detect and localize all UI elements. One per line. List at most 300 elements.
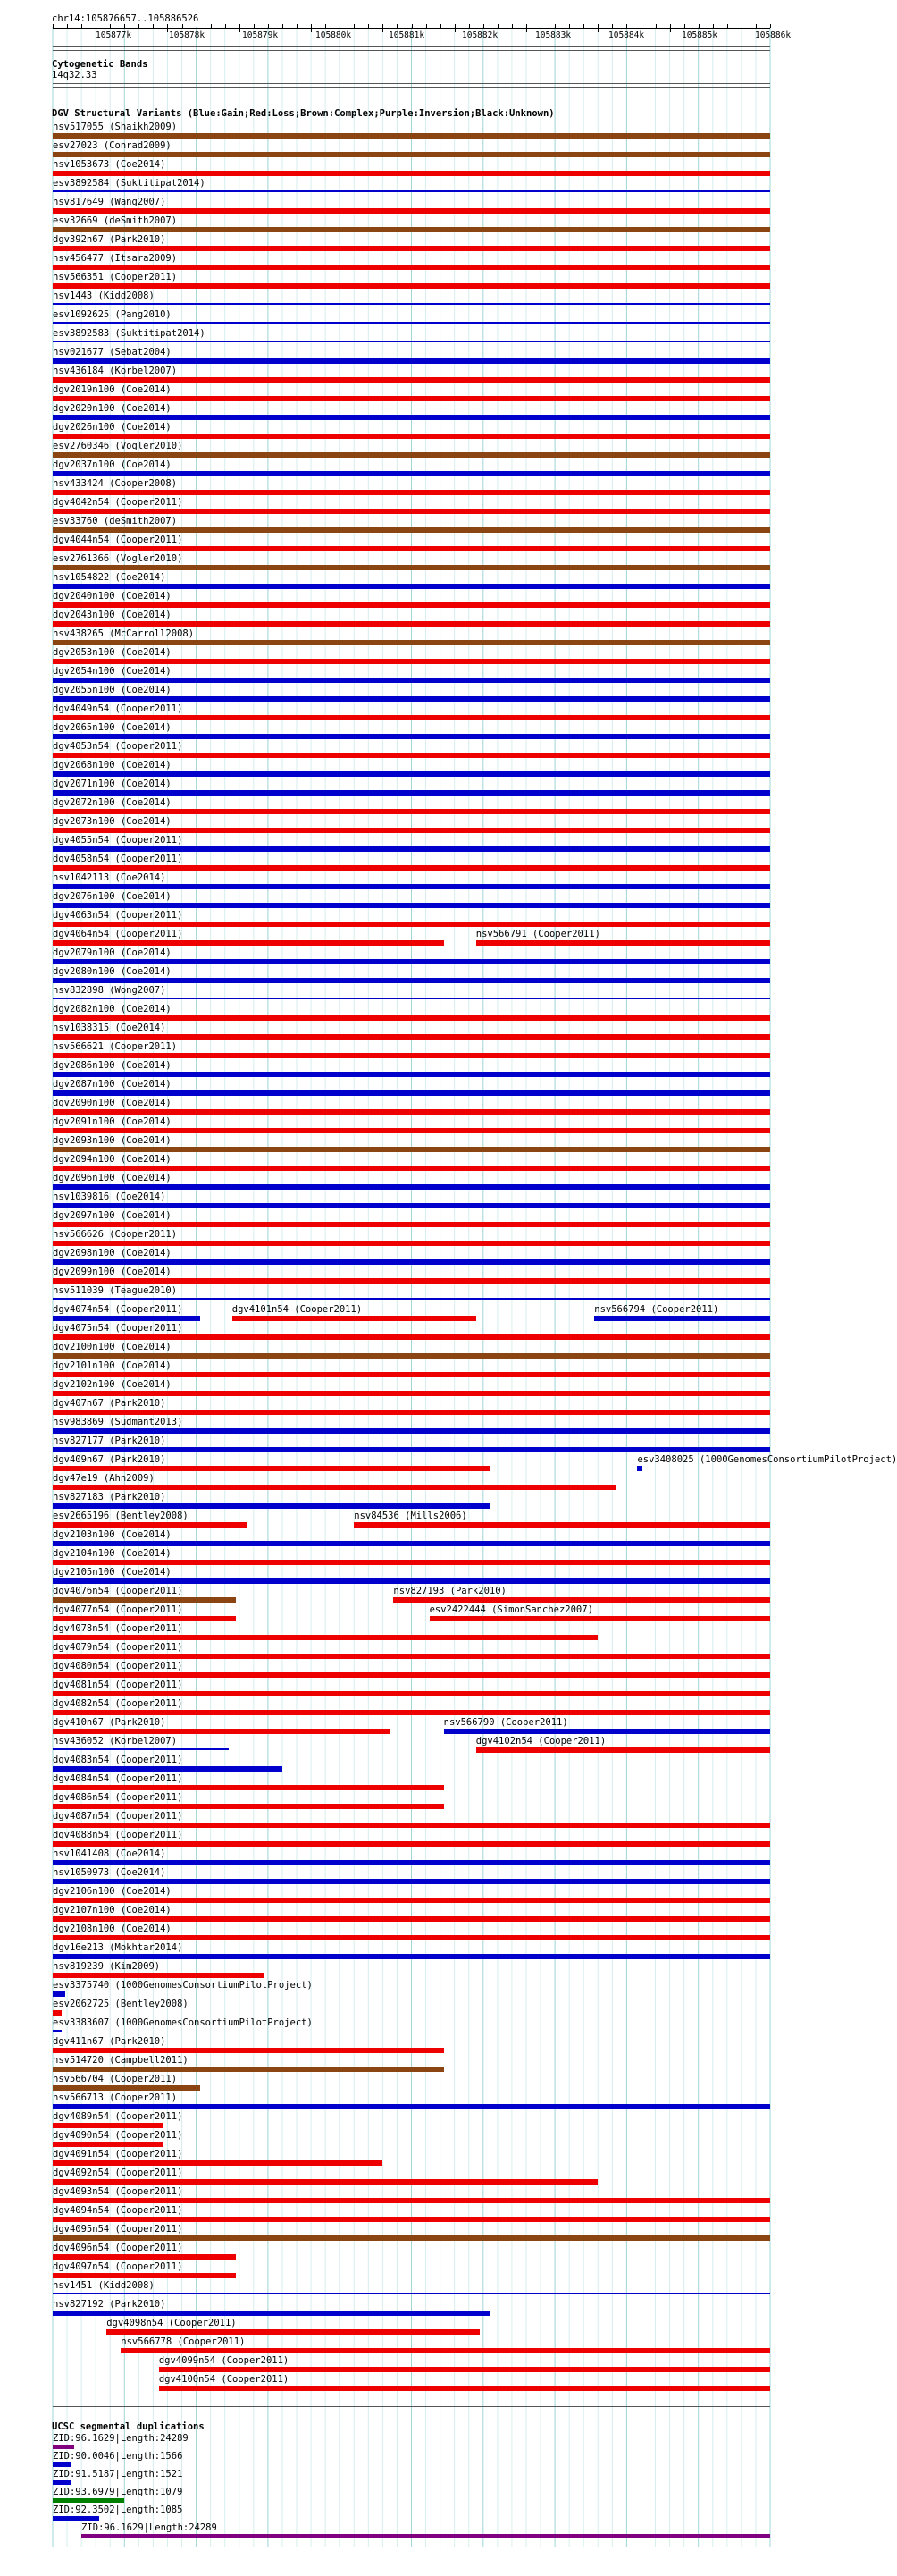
variant-label[interactable]: dgv4096n54 (Cooper2011)	[53, 2243, 183, 2253]
location-label: chr14:105876657..105886526	[52, 13, 199, 24]
variant-label[interactable]: nsv1038315 (Coe2014)	[53, 1023, 166, 1033]
variant-bar[interactable]	[53, 1034, 770, 1040]
variant-bar[interactable]	[53, 1879, 770, 1884]
variant-label[interactable]: dgv2065n100 (Coe2014)	[53, 722, 172, 733]
variant-label[interactable]: nsv827192 (Park2010)	[53, 2299, 166, 2310]
ruler-tick	[426, 24, 427, 28]
variant-label[interactable]: dgv4080n54 (Cooper2011)	[53, 1661, 183, 1671]
variant-bar[interactable]	[53, 2142, 163, 2147]
variant-bar[interactable]	[53, 490, 770, 495]
cyto-title: Cytogenetic Bands	[52, 59, 148, 70]
variant-bar[interactable]	[53, 1109, 770, 1115]
variant-label[interactable]: esv3892583 (Suktitipat2014)	[53, 328, 205, 339]
variant-bar[interactable]	[53, 171, 770, 176]
variant-label[interactable]: dgv2099n100 (Coe2014)	[53, 1267, 172, 1277]
variant-bar[interactable]	[53, 2235, 770, 2241]
variant-label[interactable]: dgv2072n100 (Coe2014)	[53, 797, 172, 808]
variant-label[interactable]: dgv392n67 (Park2010)	[53, 234, 166, 245]
variant-bar[interactable]	[53, 1804, 444, 1809]
variant-label[interactable]: dgv4044n54 (Cooper2011)	[53, 535, 183, 545]
variant-bar[interactable]	[53, 1691, 770, 1696]
variant-label[interactable]: dgv4053n54 (Cooper2011)	[53, 741, 183, 752]
variant-bar[interactable]	[121, 2348, 770, 2353]
variant-bar[interactable]	[53, 1503, 490, 1509]
variant-label[interactable]: dgv4081n54 (Cooper2011)	[53, 1679, 183, 1690]
variant-label[interactable]: nsv566713 (Cooper2011)	[53, 2092, 178, 2103]
variant-bar[interactable]	[53, 1259, 770, 1265]
variant-label[interactable]: dgv47e19 (Ahn2009)	[53, 1473, 155, 1484]
segdup-bar[interactable]	[53, 2516, 99, 2521]
variant-label[interactable]: dgv2098n100 (Coe2014)	[53, 1248, 172, 1259]
variant-bar[interactable]	[53, 1222, 770, 1227]
variant-label[interactable]: nsv566704 (Cooper2011)	[53, 2074, 178, 2084]
ruler-tick	[211, 24, 212, 28]
variant-label[interactable]: nsv566794 (Cooper2011)	[594, 1304, 719, 1315]
variant-label[interactable]: dgv16e213 (Mokhtar2014)	[53, 1942, 183, 1953]
variant-bar[interactable]	[53, 527, 770, 533]
variant-bar[interactable]	[476, 940, 770, 946]
variant-label[interactable]: dgv2037n100 (Coe2014)	[53, 459, 172, 470]
variant-label[interactable]: dgv4088n54 (Cooper2011)	[53, 1830, 183, 1840]
variant-bar[interactable]	[53, 322, 770, 324]
variant-bar[interactable]	[53, 884, 770, 889]
variant-bar[interactable]	[53, 753, 770, 758]
variant-label[interactable]: dgv4094n54 (Cooper2011)	[53, 2205, 183, 2216]
variant-label[interactable]: dgv2104n100 (Coe2014)	[53, 1548, 172, 1559]
variant-label[interactable]: dgv2079n100 (Coe2014)	[53, 947, 172, 958]
variant-bar[interactable]	[637, 1466, 642, 1471]
variant-bar[interactable]	[53, 621, 770, 627]
variant-bar[interactable]	[53, 715, 770, 720]
ruler-tick	[311, 24, 312, 32]
ruler-tick	[483, 24, 484, 28]
variant-bar[interactable]	[53, 452, 770, 458]
variant-bar[interactable]	[53, 959, 770, 964]
variant-bar[interactable]	[53, 1954, 770, 1959]
variant-label[interactable]: nsv021677 (Sebat2004)	[53, 347, 172, 358]
variant-label[interactable]: esv2760346 (Vogler2010)	[53, 441, 183, 451]
variant-bar[interactable]	[476, 1747, 770, 1753]
variant-label[interactable]: dgv2068n100 (Coe2014)	[53, 760, 172, 770]
variant-bar[interactable]	[53, 1785, 444, 1790]
variant-label[interactable]: nsv819239 (Kim2009)	[53, 1961, 161, 1972]
variant-bar[interactable]	[53, 2010, 62, 2016]
variant-label[interactable]: dgv2097n100 (Coe2014)	[53, 1210, 172, 1221]
variant-bar[interactable]	[53, 1898, 770, 1903]
variant-bar[interactable]	[53, 1278, 770, 1284]
variant-label[interactable]: esv3383607 (1000GenomesConsortiumPilotProject)	[53, 2017, 313, 2028]
variant-label[interactable]: dgv2091n100 (Coe2014)	[53, 1116, 172, 1127]
variant-label[interactable]: dgv4074n54 (Cooper2011)	[53, 1304, 183, 1315]
variant-label[interactable]: dgv2096n100 (Coe2014)	[53, 1173, 172, 1183]
variant-label[interactable]: nsv827177 (Park2010)	[53, 1435, 166, 1446]
variant-label[interactable]: nsv436052 (Korbel2007)	[53, 1736, 178, 1747]
variant-label[interactable]: dgv2105n100 (Coe2014)	[53, 1567, 172, 1578]
variant-label[interactable]: dgv2108n100 (Coe2014)	[53, 1924, 172, 1934]
variant-label[interactable]: dgv2020n100 (Coe2014)	[53, 403, 172, 414]
variant-label[interactable]: dgv4077n54 (Cooper2011)	[53, 1604, 183, 1615]
variant-label[interactable]: nsv832898 (Wong2007)	[53, 985, 166, 996]
variant-bar[interactable]	[53, 434, 770, 439]
variant-label[interactable]: dgv4064n54 (Cooper2011)	[53, 929, 183, 939]
variant-bar[interactable]	[53, 1391, 770, 1396]
variant-label[interactable]: nsv566626 (Cooper2011)	[53, 1229, 178, 1240]
variant-label[interactable]: nsv438265 (McCarroll2008)	[53, 628, 195, 639]
variant-bar[interactable]	[53, 1372, 770, 1377]
variant-bar[interactable]	[53, 1053, 770, 1058]
variant-label[interactable]: nsv1451 (Kidd2008)	[53, 2280, 155, 2291]
variant-bar[interactable]	[53, 771, 770, 777]
variant-bar[interactable]	[53, 1991, 65, 1997]
variant-label[interactable]: dgv4101n54 (Cooper2011)	[231, 1304, 363, 1315]
variant-label[interactable]: nsv566791 (Cooper2011)	[475, 929, 600, 939]
variant-bar[interactable]	[53, 1334, 770, 1340]
variant-bar[interactable]	[53, 1973, 264, 1978]
variant-label[interactable]: dgv2101n100 (Coe2014)	[53, 1360, 172, 1371]
variant-label[interactable]: dgv2094n100 (Coe2014)	[53, 1154, 172, 1165]
variant-bar[interactable]	[53, 190, 770, 192]
variant-bar[interactable]	[53, 940, 444, 946]
ruler-tick	[412, 24, 413, 28]
variant-label[interactable]: nsv514720 (Campbell2011)	[53, 2055, 189, 2066]
variant-bar[interactable]	[53, 922, 770, 927]
variant-bar[interactable]	[53, 1597, 236, 1603]
ruler-tick	[297, 24, 298, 28]
variant-bar[interactable]	[53, 133, 770, 139]
variant-bar[interactable]	[53, 1410, 770, 1415]
variant-bar[interactable]	[53, 790, 770, 796]
variant-label[interactable]: nsv1041408 (Coe2014)	[53, 1848, 166, 1859]
variant-label[interactable]: dgv4055n54 (Cooper2011)	[53, 835, 183, 846]
variant-bar[interactable]	[53, 1184, 770, 1190]
segdup-label[interactable]: ZID:96.1629|Length:24289	[81, 2522, 217, 2533]
variant-label[interactable]: dgv411n67 (Park2010)	[53, 2036, 166, 2047]
variant-bar[interactable]	[53, 2293, 770, 2294]
variant-label[interactable]: nsv1039816 (Coe2014)	[53, 1191, 166, 1202]
variant-label[interactable]: dgv4093n54 (Cooper2011)	[53, 2186, 183, 2197]
ruler-tick-label: 105879k	[242, 30, 279, 40]
variant-label[interactable]: dgv4089n54 (Cooper2011)	[53, 2111, 183, 2122]
variant-label[interactable]: dgv4095n54 (Cooper2011)	[53, 2224, 183, 2235]
variant-bar[interactable]	[53, 1766, 282, 1772]
ruler-tick	[727, 24, 728, 28]
variant-bar[interactable]	[53, 1860, 770, 1865]
variant-bar[interactable]	[53, 565, 770, 570]
variant-bar[interactable]	[53, 2198, 770, 2203]
variant-bar[interactable]	[53, 1541, 770, 1546]
variant-label[interactable]: nsv566621 (Cooper2011)	[53, 1041, 178, 1052]
variant-label[interactable]: dgv4084n54 (Cooper2011)	[53, 1773, 183, 1784]
ruler-tick	[67, 24, 68, 28]
variant-label[interactable]: esv2062725 (Bentley2008)	[53, 1999, 189, 2009]
variant-label[interactable]: esv3408025 (1000GenomesConsortiumPilotProject)	[637, 1454, 897, 1465]
segdup-label[interactable]: ZID:96.1629|Length:24289	[53, 2433, 189, 2444]
variant-label[interactable]: dgv4090n54 (Cooper2011)	[53, 2130, 183, 2141]
variant-label[interactable]: dgv4063n54 (Cooper2011)	[53, 910, 183, 921]
variant-bar[interactable]	[53, 341, 770, 342]
ruler-tick	[756, 24, 757, 28]
variant-bar[interactable]	[354, 1522, 770, 1528]
variant-bar[interactable]	[430, 1616, 770, 1621]
segdup-bar[interactable]	[81, 2534, 770, 2538]
variant-bar[interactable]	[53, 2179, 598, 2185]
variant-bar[interactable]	[53, 1298, 770, 1300]
variant-bar[interactable]	[53, 1353, 770, 1359]
ruler-tick	[268, 24, 269, 28]
variant-label[interactable]: nsv433424 (Cooper2008)	[53, 478, 178, 489]
variant-bar[interactable]	[53, 2273, 236, 2278]
variant-label[interactable]: dgv2086n100 (Coe2014)	[53, 1060, 172, 1071]
variant-label[interactable]: dgv4102n54 (Cooper2011)	[475, 1736, 607, 1747]
variant-label[interactable]: dgv4099n54 (Cooper2011)	[158, 2355, 289, 2366]
variant-label[interactable]: nsv436184 (Korbel2007)	[53, 366, 178, 376]
variant-label[interactable]: dgv2080n100 (Coe2014)	[53, 966, 172, 977]
variant-label[interactable]: dgv4086n54 (Cooper2011)	[53, 1792, 183, 1803]
ruler-tick-label: 105884k	[608, 30, 645, 40]
variant-bar[interactable]	[594, 1316, 770, 1321]
variant-bar[interactable]	[53, 1147, 770, 1152]
variant-bar[interactable]	[53, 152, 770, 157]
variant-bar[interactable]	[53, 2160, 382, 2166]
variant-label[interactable]: dgv4079n54 (Cooper2011)	[53, 1642, 183, 1653]
variant-bar[interactable]	[53, 1447, 770, 1452]
variant-label[interactable]: nsv1050973 (Coe2014)	[53, 1867, 166, 1878]
variant-bar[interactable]	[53, 1090, 770, 1096]
variant-bar[interactable]	[53, 509, 770, 514]
variant-bar[interactable]	[53, 1748, 229, 1750]
segdup-label[interactable]: ZID:91.5187|Length:1521	[53, 2469, 183, 2479]
ruler-tick	[225, 24, 226, 28]
variant-bar[interactable]	[53, 584, 770, 589]
variant-bar[interactable]	[53, 903, 770, 908]
variant-bar[interactable]	[53, 640, 770, 645]
variant-label[interactable]: nsv511039 (Teague2010)	[53, 1285, 178, 1296]
variant-bar[interactable]	[53, 696, 770, 702]
variant-bar[interactable]	[53, 2123, 163, 2128]
variant-label[interactable]: nsv566790 (Cooper2011)	[443, 1717, 568, 1728]
variant-bar[interactable]	[53, 828, 770, 833]
variant-label[interactable]: dgv4078n54 (Cooper2011)	[53, 1623, 183, 1634]
variant-label[interactable]: dgv2019n100 (Coe2014)	[53, 384, 172, 395]
variant-label[interactable]: dgv2040n100 (Coe2014)	[53, 591, 172, 602]
variant-bar[interactable]	[53, 2254, 236, 2260]
variant-label[interactable]: dgv4087n54 (Cooper2011)	[53, 1811, 183, 1822]
variant-label[interactable]: dgv2103n100 (Coe2014)	[53, 1529, 172, 1540]
variant-label[interactable]: esv2422444 (SimonSanchez2007)	[429, 1604, 593, 1615]
variant-bar[interactable]	[53, 208, 770, 214]
variant-label[interactable]: esv27023 (Conrad2009)	[53, 140, 172, 151]
variant-bar[interactable]	[53, 415, 770, 420]
variant-label[interactable]: dgv4098n54 (Cooper2011)	[106, 2318, 237, 2328]
variant-bar[interactable]	[53, 846, 770, 852]
variant-bar[interactable]	[53, 1916, 770, 1922]
variant-bar[interactable]	[53, 2048, 444, 2053]
ruler-tick-label: 105877k	[96, 30, 132, 40]
track-separator	[53, 83, 770, 84]
variant-label[interactable]: esv32669 (deSmith2007)	[53, 215, 178, 226]
variant-label[interactable]: nsv817649 (Wang2007)	[53, 197, 166, 207]
ruler-tick	[469, 24, 470, 28]
variant-label[interactable]: nsv1054822 (Coe2014)	[53, 572, 166, 583]
variant-label[interactable]: nsv84536 (Mills2006)	[354, 1511, 467, 1521]
variant-bar[interactable]	[53, 1466, 490, 1471]
variant-label[interactable]: dgv4058n54 (Cooper2011)	[53, 854, 183, 864]
variant-label[interactable]: nsv1053673 (Coe2014)	[53, 159, 166, 170]
variant-label[interactable]: dgv2082n100 (Coe2014)	[53, 1004, 172, 1014]
track-separator	[53, 87, 770, 88]
variant-bar[interactable]	[53, 377, 770, 383]
variant-bar[interactable]	[53, 978, 770, 983]
variant-bar[interactable]	[53, 1841, 770, 1847]
ruler-tick	[626, 24, 627, 28]
variant-label[interactable]: dgv4097n54 (Cooper2011)	[53, 2261, 183, 2272]
variant-bar[interactable]	[53, 265, 770, 270]
variant-label[interactable]: esv33760 (deSmith2007)	[53, 516, 178, 526]
variant-label[interactable]: esv3892584 (Suktitipat2014)	[53, 178, 205, 189]
variant-bar[interactable]	[232, 1316, 476, 1321]
variant-bar[interactable]	[106, 2329, 480, 2335]
variant-label[interactable]: dgv407n67 (Park2010)	[53, 1398, 166, 1409]
variant-bar[interactable]	[159, 2386, 770, 2391]
variant-bar[interactable]	[53, 1241, 770, 1246]
variant-label[interactable]: dgv2055n100 (Coe2014)	[53, 685, 172, 695]
variant-bar[interactable]	[53, 1710, 770, 1715]
variant-label[interactable]: nsv983869 (Sudmant2013)	[53, 1417, 183, 1427]
variant-bar[interactable]	[53, 1072, 770, 1077]
variant-label[interactable]: dgv4100n54 (Cooper2011)	[158, 2374, 289, 2385]
segdup-bar[interactable]	[53, 2498, 124, 2503]
variant-label[interactable]: dgv2073n100 (Coe2014)	[53, 816, 172, 827]
variant-label[interactable]: dgv2053n100 (Coe2014)	[53, 647, 172, 658]
variant-label[interactable]: dgv2043n100 (Coe2014)	[53, 610, 172, 620]
segdup-bar[interactable]	[53, 2480, 71, 2485]
variant-label[interactable]: nsv456477 (Itsara2009)	[53, 253, 178, 264]
variant-label[interactable]: dgv2076n100 (Coe2014)	[53, 891, 172, 902]
variant-bar[interactable]	[53, 2104, 770, 2109]
ruler-tick	[455, 24, 456, 32]
variant-bar[interactable]	[53, 865, 770, 871]
variant-label[interactable]: nsv827193 (Park2010)	[393, 1586, 507, 1596]
variant-label[interactable]: esv2665196 (Bentley2008)	[53, 1511, 189, 1521]
variant-bar[interactable]	[53, 1522, 247, 1528]
variant-label[interactable]: dgv4042n54 (Cooper2011)	[53, 497, 183, 508]
variant-label[interactable]: dgv2026n100 (Coe2014)	[53, 422, 172, 433]
variant-label[interactable]: dgv4075n54 (Cooper2011)	[53, 1323, 183, 1334]
variant-bar[interactable]	[53, 1672, 770, 1678]
variant-bar[interactable]	[53, 1578, 770, 1584]
variant-bar[interactable]	[53, 2311, 490, 2316]
variant-bar[interactable]	[53, 2030, 62, 2032]
variant-bar[interactable]	[53, 602, 770, 608]
variant-label[interactable]: esv1092625 (Pang2010)	[53, 309, 172, 320]
variant-bar[interactable]	[53, 734, 770, 739]
variant-bar[interactable]	[53, 1654, 770, 1659]
variant-label[interactable]: nsv1042113 (Coe2014)	[53, 872, 166, 883]
variant-label[interactable]: dgv2087n100 (Coe2014)	[53, 1079, 172, 1090]
variant-label[interactable]: dgv4091n54 (Cooper2011)	[53, 2149, 183, 2159]
variant-label[interactable]: dgv2100n100 (Coe2014)	[53, 1342, 172, 1352]
variant-label[interactable]: dgv2054n100 (Coe2014)	[53, 666, 172, 677]
variant-bar[interactable]	[53, 358, 770, 364]
variant-bar[interactable]	[53, 396, 770, 401]
ruler-tick	[282, 24, 283, 28]
variant-label[interactable]: dgv4049n54 (Cooper2011)	[53, 703, 183, 714]
variant-bar[interactable]	[53, 1428, 770, 1434]
variant-bar[interactable]	[53, 678, 770, 683]
variant-label[interactable]: esv3375740 (1000GenomesConsortiumPilotProject)	[53, 1980, 313, 1991]
variant-bar[interactable]	[53, 1015, 770, 1021]
variant-label[interactable]: esv2761366 (Vogler2010)	[53, 553, 183, 564]
variant-bar[interactable]	[53, 659, 770, 664]
dgv-title: DGV Structural Variants (Blue:Gain;Red:Loss;Brown:Complex;Purple:Inversion;Black:Unknown)	[52, 108, 555, 119]
variant-bar[interactable]	[53, 1823, 770, 1828]
variant-label[interactable]: nsv566351 (Cooper2011)	[53, 272, 178, 282]
variant-bar[interactable]	[53, 227, 770, 232]
variant-label[interactable]: dgv2071n100 (Coe2014)	[53, 779, 172, 789]
variant-bar[interactable]	[53, 1316, 200, 1321]
variant-bar[interactable]	[444, 1729, 770, 1734]
variant-bar[interactable]	[53, 1560, 770, 1565]
variant-label[interactable]: dgv2106n100 (Coe2014)	[53, 1886, 172, 1897]
variant-label[interactable]: dgv2093n100 (Coe2014)	[53, 1135, 172, 1146]
variant-bar[interactable]	[53, 546, 770, 551]
variant-label[interactable]: dgv4083n54 (Cooper2011)	[53, 1755, 183, 1765]
ruler-tick	[569, 24, 570, 28]
variant-label[interactable]: nsv1443 (Kidd2008)	[53, 290, 155, 301]
variant-bar[interactable]	[393, 1597, 770, 1603]
variant-label[interactable]: nsv827183 (Park2010)	[53, 1492, 166, 1503]
variant-label[interactable]: dgv4076n54 (Cooper2011)	[53, 1586, 183, 1596]
variant-label[interactable]: dgv4082n54 (Cooper2011)	[53, 1698, 183, 1709]
segdup-label[interactable]: ZID:90.0046|Length:1566	[53, 2451, 183, 2462]
segdup-bar[interactable]	[53, 2445, 74, 2449]
ruler-tick	[555, 24, 556, 28]
variant-label[interactable]: nsv517055 (Shaikh2009)	[53, 122, 178, 132]
variant-bar[interactable]	[53, 1635, 598, 1640]
variant-bar[interactable]	[159, 2367, 770, 2372]
variant-bar[interactable]	[53, 283, 770, 289]
variant-label[interactable]: dgv4092n54 (Cooper2011)	[53, 2168, 183, 2178]
variant-label[interactable]: dgv2102n100 (Coe2014)	[53, 1379, 172, 1390]
variant-bar[interactable]	[53, 1485, 616, 1490]
segdup-label[interactable]: ZID:93.6979|Length:1079	[53, 2487, 183, 2497]
variant-label[interactable]: dgv2107n100 (Coe2014)	[53, 1905, 172, 1915]
variant-label[interactable]: dgv2090n100 (Coe2014)	[53, 1098, 172, 1108]
track-separator	[53, 2406, 770, 2407]
variant-label[interactable]: nsv566778 (Cooper2011)	[121, 2336, 246, 2347]
variant-bar[interactable]	[53, 246, 770, 251]
ruler-tick	[656, 24, 657, 28]
variant-label[interactable]: dgv410n67 (Park2010)	[53, 1717, 166, 1728]
variant-bar[interactable]	[53, 1128, 770, 1133]
variant-bar[interactable]	[53, 1729, 390, 1734]
variant-bar[interactable]	[53, 1616, 236, 1621]
segdup-label[interactable]: ZID:92.3502|Length:1085	[53, 2504, 183, 2515]
variant-bar[interactable]	[53, 2085, 200, 2091]
variant-bar[interactable]	[53, 303, 770, 305]
variant-bar[interactable]	[53, 2217, 770, 2222]
ruler-tick	[153, 24, 154, 28]
segdup-bar[interactable]	[53, 2462, 71, 2467]
variant-bar[interactable]	[53, 1935, 770, 1940]
variant-bar[interactable]	[53, 809, 770, 814]
variant-bar[interactable]	[53, 1166, 770, 1171]
variant-label[interactable]: dgv409n67 (Park2010)	[53, 1454, 166, 1465]
variant-bar[interactable]	[53, 2067, 444, 2072]
variant-bar[interactable]	[53, 1203, 770, 1208]
variant-bar[interactable]	[53, 998, 770, 999]
variant-bar[interactable]	[53, 471, 770, 476]
